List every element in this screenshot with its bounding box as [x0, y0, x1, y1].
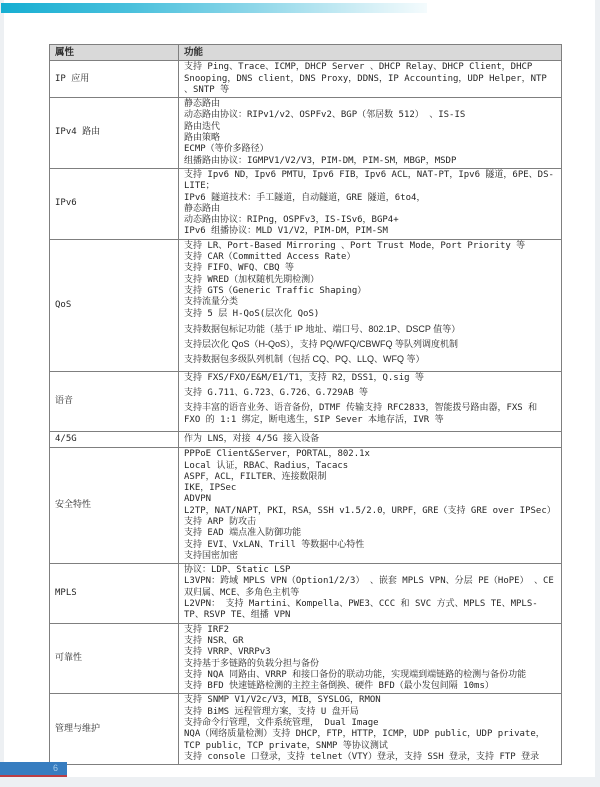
- function-line: 支持 EVI、VxLAN、Trill 等数据中心特性: [184, 539, 365, 550]
- attribute-cell: QoS: [50, 239, 179, 371]
- function-line: 动态路由协议：RIPv1/v2、OSPFv2、BGP（邻居数 512） 、IS-IS: [184, 110, 466, 121]
- function-line: 支持层次化 QoS（H-QoS），支持 PQ/WFQ/CBWFQ 等队列调度机制: [184, 339, 459, 350]
- function-line: IPv6 隧道技术：手工隧道，自动隧道，GRE 隧道，6to4，: [184, 192, 426, 203]
- attribute-cell: 管理与维护: [50, 694, 179, 765]
- function-line: L2TP，NAT/NAPT，PKI，RSA，SSH v1.5/2.0，URPF，GRE（支持 GRE over IPSec）: [184, 505, 556, 516]
- function-line: 支持 VRRP、VRRPv3: [184, 647, 271, 658]
- table-row: [50, 239, 562, 371]
- function-cell: [179, 168, 562, 239]
- function-cell: [179, 448, 562, 564]
- function-line: 支持 NQA 同路由、VRRP 和接口备份的联动功能，实现端到端链路的检测与备份功能: [184, 669, 527, 680]
- function-line: 支持 GTS（Generic Traffic Shaping）: [184, 285, 367, 296]
- function-line: 支持国密加密: [184, 550, 239, 561]
- function-cell: [179, 98, 562, 169]
- function-cell: [179, 239, 562, 371]
- function-line: 支持 ARP 防攻击: [184, 516, 257, 527]
- function-line: L2VPN： 支持 Martini、Kompella、PWE3、CCC 和 SVC 方式、MPLS TE、MPLS-TP、RSVP TE、组播 VPN: [184, 599, 538, 621]
- function-line: 静态路由: [184, 99, 221, 110]
- function-line: 支持数据包多级队列机制（包括 CQ、PQ、LLQ、WFQ 等）: [184, 354, 425, 365]
- header-row: [50, 45, 562, 61]
- attribute-cell: 4/5G: [50, 431, 179, 447]
- table-row: [50, 98, 562, 169]
- attribute-cell: IPv6: [50, 168, 179, 239]
- function-cell: [179, 694, 562, 765]
- function-line: 支持丰富的语音业务、语音备份，DTMF 传输支持 RFC2833，智能拨号路由器，FXS 和 FXO 的 1:1 绑定，断电逃生，SIP Sever 本地存活，IVR 等: [184, 403, 538, 425]
- function-line: 动态路由协议：RIPng，OSPFv3，IS-ISv6，BGP4+: [184, 215, 399, 226]
- function-line: 支持 CAR（Committed Access Rate）: [184, 252, 356, 263]
- attribute-cell: IP 应用: [50, 61, 179, 98]
- function-line: ECMP（等价多路径）: [184, 144, 269, 155]
- function-cell: [179, 61, 562, 98]
- column-header-function: 功能: [179, 45, 562, 61]
- function-line: 支持 G.711、G.723、G.726、G.729AB 等: [184, 388, 369, 399]
- table-row: [50, 623, 562, 694]
- spec-table: [49, 44, 562, 765]
- function-cell: [179, 371, 562, 431]
- function-cell: [179, 564, 562, 623]
- attribute-cell: MPLS: [50, 564, 179, 623]
- function-line: 支持 BFD 快速链路检测的主控主备倒换、硬件 BFD（最小发包间隔 10ms）: [184, 681, 494, 692]
- function-line: 支持 console 口登录，支持 telnet（VTY）登录，支持 SSH 登录，支持 FTP 登录: [184, 751, 540, 762]
- function-line: 支持 FXS/FXO/E&M/E1/T1，支持 R2，DSS1，Q.sig 等: [184, 372, 424, 383]
- header-accent-bar: [1, 3, 427, 13]
- function-line: 支持 WRED（加权随机先期检测）: [184, 274, 320, 285]
- function-line: 支持流量分类: [184, 297, 239, 308]
- function-line: 支持 SNMP V1/V2c/V3，MIB，SYSLOG，RMON: [184, 695, 381, 706]
- function-line: IKE，IPSec: [184, 483, 237, 494]
- function-line: 支持 FIFO、WFQ、CBQ 等: [184, 263, 295, 274]
- function-line: 作为 LNS，对接 4/5G 接入设备: [184, 433, 320, 444]
- function-line: L3VPN：跨域 MPLS VPN（Option1/2/3） 、嵌套 MPLS VPN、分层 PE（HoPE） 、CE 双归属、MCE、多角色主机等: [184, 576, 554, 598]
- function-line: PPPoE Client&Server，PORTAL，802.1x: [184, 449, 370, 460]
- table-row: [50, 431, 562, 447]
- function-line: 支持数据包标记功能（基于 IP 地址、端口号、802.1P、DSCP 值等）: [184, 323, 461, 334]
- function-line: 支持 Ipv6 ND，Ipv6 PMTU，Ipv6 FIB，Ipv6 ACL，NAT-PT，Ipv6 隧道，6PE、DS-LITE；: [184, 169, 554, 192]
- function-line: 组播路由协议：IGMPV1/V2/V3，PIM-DM，PIM-SM，MBGP，MSDP: [184, 155, 457, 166]
- table-row: [50, 448, 562, 564]
- function-line: ASPF，ACL，FILTER、连接数限制: [184, 471, 327, 482]
- table-row: [50, 371, 562, 431]
- table-row: [50, 61, 562, 98]
- attribute-cell: 可靠性: [50, 623, 179, 694]
- function-line: ADVPN: [184, 494, 212, 505]
- function-cell: [179, 623, 562, 694]
- function-line: 支持 BiMS 远程管理方案，支持 U 盘开局: [184, 706, 359, 717]
- function-line: 路由策略: [184, 133, 221, 144]
- function-line: 支持命令行管理，文件系统管理， Dual Image: [184, 718, 379, 729]
- attribute-cell: IPv4 路由: [50, 98, 179, 169]
- spec-table-header: [50, 45, 562, 61]
- footer-page-tab: [0, 762, 67, 777]
- function-line: 支持 NSR、GR: [184, 635, 244, 646]
- function-line: 支持 5 层 H-QoS(层次化 QoS): [184, 308, 320, 319]
- function-line: 路由迭代: [184, 121, 221, 132]
- column-header-attribute: 属性: [50, 45, 179, 61]
- function-line: IPv6 组播协议：MLD V1/V2，PIM-DM，PIM-SM: [184, 226, 388, 237]
- function-line: 协议：LDP、Static LSP: [184, 565, 291, 576]
- function-line: NQA（网络质量检测）支持 DHCP，FTP，HTTP，ICMP，UDP public，UDP private，TCP public，TCP private，SNMP 等协议测试: [184, 729, 545, 751]
- function-line: 支持基于多链路的负载分担与备份: [184, 658, 320, 669]
- spec-table-body: [50, 61, 562, 765]
- function-cell: [179, 431, 562, 447]
- page-number: 6: [52, 763, 58, 773]
- table-row: [50, 694, 562, 765]
- function-line: 支持 LR、Port-Based Mirroring 、Port Trust Mode，Port Priority 等: [184, 240, 526, 251]
- table-row: [50, 168, 562, 239]
- table-row: [50, 564, 562, 623]
- attribute-cell: 语音: [50, 371, 179, 431]
- function-line: 支持 IRF2: [184, 624, 230, 635]
- attribute-cell: 安全特性: [50, 448, 179, 564]
- function-line: Local 认证，RBAC、Radius，Tacacs: [184, 460, 349, 471]
- function-line: 支持 Ping、Trace、ICMP，DHCP Server 、DHCP Relay、DHCP Client，DHCP Snooping，DNS client，DNS Proxy，DDNS，IP Accounting，UDP Helper，NTP 、SNTP 等: [184, 62, 547, 95]
- function-line: 静态路由: [184, 203, 221, 214]
- function-line: 支持 EAD 端点准入防御功能: [184, 528, 302, 539]
